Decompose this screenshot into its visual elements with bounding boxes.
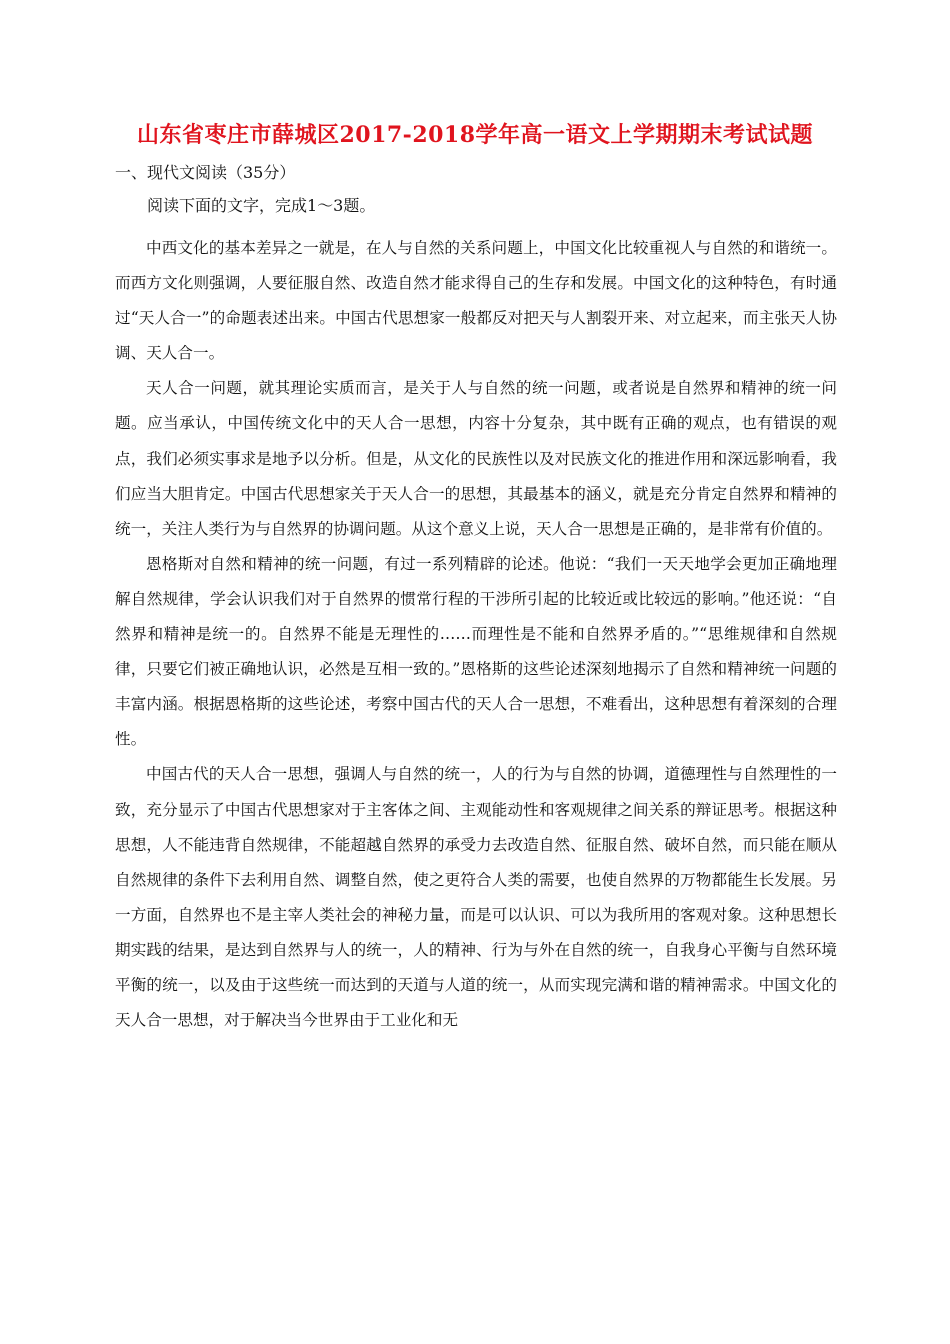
paragraph: 中西文化的基本差异之一就是，在人与自然的关系问题上，中国文化比较重视人与自然的和谐统一。而西方文化则强调，人要征服自然、改造自然才能求得自己的生存和发展。中国文化的这种特色，有时通过“天人合一”的命题表述出来。中国古代思想家一般都反对把天与人割裂开来、对立起来，而主张天人协调、天人合一。 <box>115 239 837 363</box>
document-body <box>115 160 837 1038</box>
section-heading: 一、现代文阅读（35分） <box>115 163 296 182</box>
document-title: 山东省枣庄市薛城区2017-2018学年高一语文上学期期末考试试题 <box>136 122 814 148</box>
paragraph: 恩格斯对自然和精神的统一问题，有过一系列精辟的论述。他说：“我们一天天地学会更加正确地理解自然规律，学会认识我们对于自然界的惯常行程的干涉所引起的比较近或比较远的影响。”他还说：“自然界和精神是统一的。自然界不能是无理性的……而理性是不能和自然界矛盾的。”“思维规律和自然规律，只要它们被正确地认识，必然是互相一致的。”恩格斯的这些论述深刻地揭示了自然和精神统一问题的丰富内涵。根据恩格斯的这些论述，考察中国古代的天人合一思想，不难看出，这种思想有着深刻的合理性。 <box>115 554 837 749</box>
paragraph: 中国古代的天人合一思想，强调人与自然的统一，人的行为与自然的协调，道德理性与自然理性的一致，充分显示了中国古代思想家对于主客体之间、主观能动性和客观规律之间关系的辩证思考。根据这种思想，人不能违背自然规律，不能超越自然界的承受力去改造自然、征服自然、破坏自然，而只能在顺从自然规律的条件下去利用自然、调整自然，使之更符合人类的需要，也使自然界的万物都能生长发展。另一方面，自然界也不是主宰人类社会的神秘力量，而是可以认识、可以为我所用的客观对象。这种思想长期实践的结果，是达到自然界与人的统一，人的精神、行为与外在自然的统一，自我身心平衡与自然环境平衡的统一，以及由于这些统一而达到的天道与人道的统一，从而实现完满和谐的精神需求。中国文化的天人合一思想，对于解决当今世界由于工业化和无 <box>115 765 837 1030</box>
paragraph: 天人合一问题，就其理论实质而言，是关于人与自然的统一问题，或者说是自然界和精神的统一问题。应当承认，中国传统文化中的天人合一思想，内容十分复杂，其中既有正确的观点，也有错误的观点，我们必须实事求是地予以分析。但是，从文化的民族性以及对民族文化的推进作用和深远影响看，我们应当大胆肯定。中国古代思想家关于天人合一的思想，其最基本的涵义，就是充分肯定自然界和精神的统一，关注人类行为与自然界的协调问题。从这个意义上说，天人合一思想是正确的，是非常有价值的。 <box>115 379 837 538</box>
reading-instruction: 阅读下面的文字，完成1～3题。 <box>147 196 376 215</box>
